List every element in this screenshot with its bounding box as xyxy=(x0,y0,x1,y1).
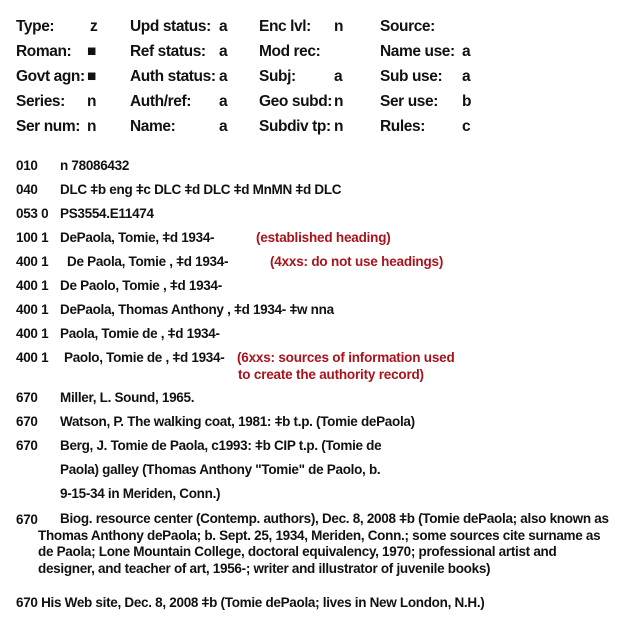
ref-status-label: Ref status: xyxy=(130,43,206,60)
field-tag-053: 053 0 xyxy=(16,206,49,221)
upd-status-value: a xyxy=(219,18,228,35)
mod-rec-label: Mod rec: xyxy=(259,43,321,60)
ser-use-label: Ser use: xyxy=(380,93,438,110)
govt-agn-value: ■ xyxy=(87,68,96,85)
field-text-010: n 78086432 xyxy=(60,158,130,173)
field-tag-400: 400 1 xyxy=(16,278,49,293)
field-tag-670: 670 xyxy=(16,512,38,527)
field-text-100: DePaola, Tomie, ǂd 1934- xyxy=(60,230,215,245)
field-tag-670: 670 xyxy=(16,390,38,405)
type-label: Type: xyxy=(16,18,55,35)
annotation-4xx-headings: (4xxs: do not use headings) xyxy=(270,254,444,269)
geo-subd-value: n xyxy=(334,93,344,110)
field-tag-400: 400 1 xyxy=(16,302,49,317)
field-tag-040: 040 xyxy=(16,182,38,197)
ser-num-value: n xyxy=(87,118,97,135)
field-tag-400: 400 1 xyxy=(16,350,49,365)
name-use-label: Name use: xyxy=(380,43,455,60)
sub-use-label: Sub use: xyxy=(380,68,443,85)
subj-label: Subj: xyxy=(259,68,296,85)
govt-agn-label: Govt agn: xyxy=(16,68,85,85)
field-text-400: De Paola, Tomie , ǂd 1934- xyxy=(67,254,229,269)
ser-num-label: Ser num: xyxy=(16,118,80,135)
field-text-670: Watson, P. The walking coat, 1981: ǂb t.p. (Tomie dePaola) xyxy=(60,414,415,429)
ser-use-value: b xyxy=(462,93,472,110)
auth-ref-label: Auth/ref: xyxy=(130,93,191,110)
field-tag-670: 670 xyxy=(16,414,38,429)
rules-label: Rules: xyxy=(380,118,425,135)
rules-value: c xyxy=(462,118,471,135)
field-tag-010: 010 xyxy=(16,158,38,173)
name-label: Name: xyxy=(130,118,176,135)
field-text-400: Paola, Tomie de , ǂd 1934- xyxy=(60,326,220,341)
annotation-6xx-sources-line1: (6xxs: sources of information used xyxy=(237,350,455,365)
field-tag-670: 670 xyxy=(16,438,38,453)
field-text-670-biog-body: Biog. resource center (Contemp. authors), Dec. 8, 2008 ǂb (Tomie dePaola; also known as Thomas Anthony dePaola; b. Sept. 25, 1934, Meriden, Conn.; some sources cite surname as de Paola; Lone Mountain College, doctoral equivalency, 1970; professional artist and designer, and teacher of art, 1956-; writer and illustrator of juvenile books) xyxy=(38,511,609,576)
name-value: a xyxy=(219,118,228,135)
field-text-670-line2: Paola) galley (Thomas Anthony "Tomie" de Paolo, b. xyxy=(60,462,381,477)
series-value: n xyxy=(87,93,97,110)
field-text-670-website: 670 His Web site, Dec. 8, 2008 ǂb (Tomie dePaola; lives in New London, N.H.) xyxy=(16,595,485,610)
field-tag-400: 400 1 xyxy=(16,326,49,341)
field-text-400: DePaola, Thomas Anthony , ǂd 1934- ǂw nna xyxy=(60,302,334,317)
subj-value: a xyxy=(334,68,343,85)
field-tag-400: 400 1 xyxy=(16,254,49,269)
auth-status-label: Auth status: xyxy=(130,68,216,85)
field-text-670-line3: 9-15-34 in Meriden, Conn.) xyxy=(60,486,221,501)
field-text-670: Miller, L. Sound, 1965. xyxy=(60,390,195,405)
field-text-400: De Paolo, Tomie , ǂd 1934- xyxy=(60,278,222,293)
source-label: Source: xyxy=(380,18,435,35)
name-use-value: a xyxy=(462,43,471,60)
annotation-6xx-sources-line2: to create the authority record) xyxy=(238,367,424,382)
auth-status-value: a xyxy=(219,68,228,85)
subdiv-tp-label: Subdiv tp: xyxy=(259,118,331,135)
auth-ref-value: a xyxy=(219,93,228,110)
field-text-670-line1: Berg, J. Tomie de Paola, c1993: ǂb CIP t.p. (Tomie de xyxy=(60,438,382,453)
enc-lvl-value: n xyxy=(334,18,344,35)
roman-value: ■ xyxy=(87,43,96,60)
upd-status-label: Upd status: xyxy=(130,18,211,35)
type-value: z xyxy=(90,18,98,35)
series-label: Series: xyxy=(16,93,65,110)
field-tag-100: 100 1 xyxy=(16,230,49,245)
field-text-040: DLC ǂb eng ǂc DLC ǂd DLC ǂd MnMN ǂd DLC xyxy=(60,182,342,197)
ref-status-value: a xyxy=(219,43,228,60)
sub-use-value: a xyxy=(462,68,471,85)
field-text-053: PS3554.E11474 xyxy=(60,206,154,221)
annotation-established-heading: (established heading) xyxy=(256,230,391,245)
roman-label: Roman: xyxy=(16,43,72,60)
subdiv-tp-value: n xyxy=(334,118,344,135)
field-text-670-biog xyxy=(38,511,614,577)
enc-lvl-label: Enc lvl: xyxy=(259,18,311,35)
geo-subd-label: Geo subd: xyxy=(259,93,333,110)
field-text-400: Paolo, Tomie de , ǂd 1934- xyxy=(64,350,225,365)
